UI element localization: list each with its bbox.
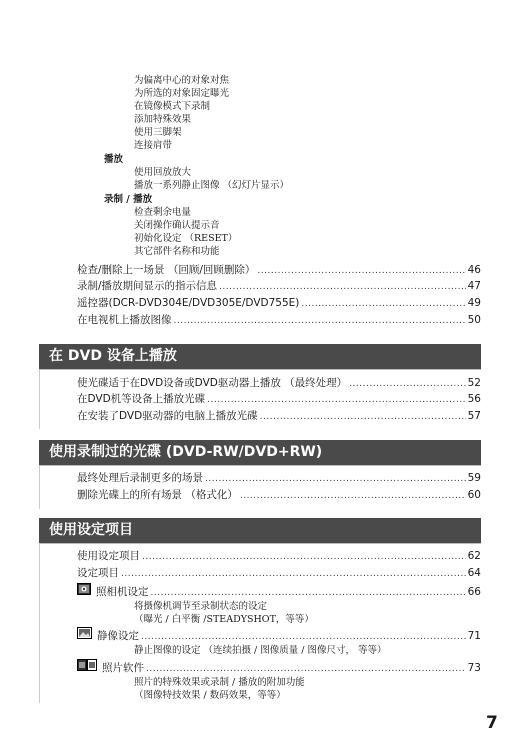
toc-entry-page: 57 [467,410,481,422]
dot-leader [205,471,466,487]
toc-entry-title: 照片软件 [102,662,144,674]
section-heading-dvd-playback: 在 DVD 设备上播放 [39,344,481,369]
section-side-rule [39,543,40,703]
section-side-rule [39,465,40,509]
toc-entry[interactable] [77,262,481,278]
toc-entry-page: 49 [467,297,481,309]
dot-leader [146,661,466,677]
dot-leader [207,392,465,408]
section-rule [39,465,481,466]
dot-leader [141,629,466,645]
dot-leader [240,488,466,504]
entry-description: （曝光 / 白平衡 /STEADYSHOT，等等） [134,614,314,625]
dot-leader [257,263,465,279]
toc-entry-page: 73 [467,662,481,674]
toc-entry-title: 在电视机上播放图像 [77,314,172,326]
subitem: 使用回放放大 [134,167,192,178]
toc-entry-page: 50 [467,314,481,326]
subitem: 为偏离中心的对象对焦 [134,75,230,86]
toc-entry[interactable] [77,278,481,294]
toc-entry-page: 47 [467,280,481,292]
dot-leader [121,566,466,582]
entry-description: （图像特技效果 / 数码效果，等等） [134,690,286,701]
page-number: 7 [486,713,498,733]
group-label-playback: 播放 [104,154,124,165]
toc-entry-page: 62 [467,550,481,562]
toc-entry-page: 56 [467,393,481,405]
toc-entry-picture-application[interactable] [77,659,481,675]
subitem: 为所选的对象固定曝光 [134,88,230,99]
subitem: 关闭操作确认提示音 [134,220,220,231]
toc-entry-page: 71 [467,630,481,642]
toc-entry-page: 46 [467,264,481,276]
subitem: 在镜像模式下录制 [134,101,211,112]
toc-entry-title: 遥控器(DCR-DVD304E/DVD305E/DVD755E) [77,297,300,309]
toc-entry[interactable] [77,391,481,407]
toc-entry-camera-settings[interactable] [77,583,481,599]
toc-entry-title: 使光碟适于在DVD设备或DVD驱动器上播放 （最终处理） [77,377,348,389]
entry-description: 将摄像机调节至录制状态的设定 [134,601,268,612]
toc-entry-page: 64 [467,567,481,579]
toc-entry-page: 60 [467,489,481,501]
toc-entry[interactable] [77,375,481,391]
subitem: 播放一系列静止图像 （幻灯片显示） [134,180,290,191]
dot-leader [219,279,466,295]
toc-entry-title: 在DVD机等设备上播放光碟 [77,393,206,405]
toc-entry-title: 录制/播放期间显示的指示信息 [77,280,218,292]
toc-entry-title: 最终处理后录制更多的场景 [77,472,203,484]
toc-entry[interactable] [77,548,481,564]
dot-leader [349,376,465,392]
toc-entry[interactable] [77,312,481,328]
toc-entry-page: 66 [467,586,481,598]
still-image-icon [77,627,92,644]
toc-entry[interactable] [77,487,481,503]
toc-entry-title: 设定项目 [77,567,119,579]
toc-entry[interactable] [77,470,481,486]
picture-application-icon [77,659,97,676]
dot-leader [142,549,466,565]
dot-leader [174,313,466,329]
section-heading-recorded-discs: 使用录制过的光碟 (DVD-RW/DVD+RW) [39,440,481,465]
toc-entry-title: 检查/删除上一场景 （回顾/回顾删除） [77,264,256,276]
camera-icon [77,583,91,600]
dot-leader [301,296,465,312]
toc-entry-page: 52 [467,377,481,389]
section-side-rule [39,369,40,429]
toc-entry-title: 静像设定 [97,630,139,642]
section-rule [39,369,481,370]
toc-entry[interactable] [77,295,481,311]
toc-entry[interactable] [77,408,481,424]
subitem: 初始化设定 （RESET） [134,233,238,244]
entry-description: 照片的特殊效果或录制 / 播放的附加功能 [134,677,305,688]
section-heading-settings: 使用设定项目 [39,518,481,543]
toc-entry-title: 使用设定项目 [77,550,140,562]
dot-leader [151,585,466,601]
toc-entry-title: 删除光碟上的所有场景 （格式化） [77,489,238,501]
group-label-record-playback: 录制 / 播放 [104,194,153,205]
subitem: 其它部件名称和功能 [134,246,220,257]
section-rule [39,543,481,544]
toc-entry-title: 照相机设定 [96,586,149,598]
toc-entry-page: 59 [467,472,481,484]
toc-entry-still-settings[interactable] [77,627,481,643]
subitem: 使用三脚架 [134,127,182,138]
entry-description: 静止图像的设定 （连续拍摄 / 图像质量 / 图像尺寸， 等等） [134,645,387,656]
dot-leader [260,409,466,425]
subitem: 检查剩余电量 [134,207,192,218]
toc-entry[interactable] [77,565,481,581]
subitem: 连接肩带 [134,140,173,151]
toc-entry-title: 在安装了DVD驱动器的电脑上播放光碟 [77,410,258,422]
subitem: 添加特殊效果 [134,114,192,125]
